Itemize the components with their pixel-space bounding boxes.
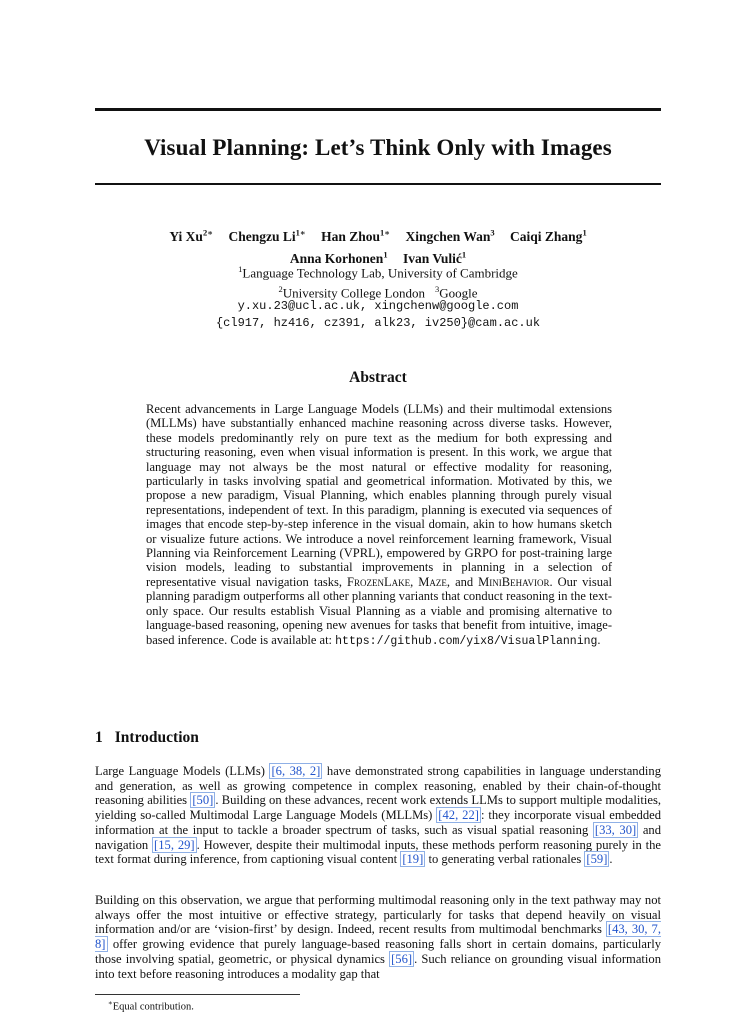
- abstract-body: Recent advancements in Large Language Models (LLMs) and their multimodal extensions (MLLMs) have substantially enhanced machine reasoning across diverse tasks. However, these models predominantly rely on pure text as the medium for both expressing and structuring reasoning, even when visual information is present. In this work, we argue that language may not always be the most natural or effective modality for reasoning, particularly in tasks involving spatial and geometrical information. Motivated by this, we propose a new paradigm, Visual Planning, which enables planning through purely visual representations, independent of text. In this paradigm, planning is executed via sequences of images that encode step-by-step inference in the visual domain, akin to how humans sketch or visualize future actions. We introduce a novel reinforcement learning framework, Visual Planning via Reinforcement Learning (VPRL), empowered by GRPO for post-training large vision models, leading to substantial improvements in planning in a selection of representative visual navigation tasks, FrozenLake, Maze, and MiniBehavior. Our visual planning paradigm outperforms all other planning variants that conduct reasoning in the text-only space. Our results establish Visual Planning as a viable and promising alternative to language-based reasoning, opening new avenues for tasks that benefit from intuitive, image-based inference. Code is available at: https://github.com/yix8/VisualPlanning.: [146, 402, 612, 648]
- citation-link[interactable]: [56]: [391, 951, 413, 966]
- task-name: Maze: [418, 574, 447, 589]
- citation-link[interactable]: [42, 22]: [438, 808, 479, 823]
- author: Xingchen Wan$^3$: [405, 227, 495, 244]
- intro-paragraph-2: Building on this observation, we argue that performing multimodal reasoning only in the text pathway may not always offer the most intuitive or effective strategy, particularly for tasks that depend heavily on visual information and/or are ‘vision-first’ by design. Indeed, recent results from multimodal benchmarks [43, 30, 7, 8] offer growing evidence that purely language-based reasoning falls short in certain domains, particularly those involving spatial, geometric, or physical dynamics [56] . Such reliance on grounding visual information into text before reasoning introduces a modality gap that: [95, 893, 662, 981]
- section-heading-introduction: [95, 729, 199, 747]
- author-emails: [0, 298, 756, 332]
- citation-link[interactable]: [33, 30]: [594, 822, 637, 837]
- code-link[interactable]: https://github.com/yix8/VisualPlanning: [335, 634, 598, 648]
- citation-link[interactable]: [6, 38, 2]: [271, 764, 321, 778]
- author: Anna Korhonen$^1$: [289, 249, 388, 266]
- abstract-heading: Abstract: [349, 369, 407, 386]
- task-name: FrozenLake: [347, 574, 411, 589]
- author: Ivan Vulić$^1$: [402, 249, 467, 266]
- citation-link[interactable]: [19]: [402, 852, 424, 867]
- citation-link[interactable]: [50]: [192, 793, 214, 808]
- task-name: MiniBehavior: [478, 574, 550, 589]
- email-line-1: y.xu.23@ucl.ac.uk, xingchenw@google.com: [237, 299, 519, 313]
- author: Caiqi Zhang$^1$: [510, 227, 587, 244]
- email-line-2: {cl917, hz416, cz391, alk23, iv250}@cam.ac.uk: [215, 316, 541, 330]
- section-number: 1: [95, 729, 103, 746]
- affiliation-2-3: $^2$University College London $^3$Google: [278, 284, 478, 301]
- footnote-rule: [95, 994, 300, 995]
- intro-paragraph-1: Large Language Models (LLMs) [6, 38, 2] have demonstrated strong capabilities in language understanding and generation, as well as growing competence in complex reasoning, enabled by their chain-of-thought reasoning abilities [50] . Building on these advances, recent work extends LLMs to support multiple modalities, yielding so-called Multimodal Large Language Models (MLLMs) [42, 22] : they incorporate visual embedded information at the input to tackle a broader spectrum of tasks, such as visual spatial reasoning [33, 30] and navigation [15, 29] . However, despite their multimodal inputs, these methods perform reasoning purely in the text format during inference, from captioning visual content [19] to generating verbal rationales [59] .: [95, 764, 661, 867]
- affiliation-1: $^1$Language Technology Lab, University of Cambridge: [238, 264, 518, 281]
- author: Yi $Xu^{2∗}$: [169, 227, 214, 244]
- section-title: Introduction: [114, 729, 199, 746]
- author-line-1: [0, 223, 756, 246]
- title-bottom-rule: [95, 183, 661, 185]
- citation-link[interactable]: [59]: [586, 852, 608, 867]
- footnote: ∗Equal contribution.: [108, 999, 194, 1013]
- citation-link[interactable]: [15, 29]: [154, 837, 195, 852]
- author: Chengzu $Li^{1∗}$: [228, 227, 306, 244]
- paper-title: Visual Planning: Let’s Think Only with Images: [144, 135, 612, 160]
- title-top-rule: [95, 108, 661, 111]
- affiliations: [0, 261, 756, 302]
- citation-link[interactable]: [43, 30, 7, 8]: [95, 922, 662, 952]
- author: Han Zhou$^{1∗}$: [321, 227, 391, 244]
